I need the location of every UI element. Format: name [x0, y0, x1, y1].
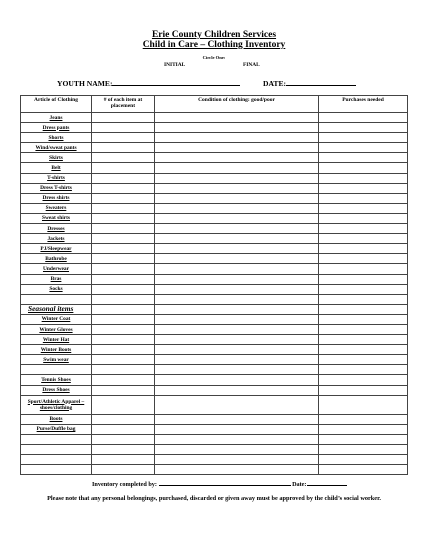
condition-cell[interactable]: [155, 244, 319, 254]
condition-cell[interactable]: [155, 444, 319, 454]
completion-date-input[interactable]: [307, 479, 347, 486]
purchases-cell[interactable]: [319, 183, 408, 193]
purchases-cell[interactable]: [319, 254, 408, 264]
article-cell: [21, 455, 92, 465]
condition-cell[interactable]: [155, 465, 319, 475]
count-cell[interactable]: [92, 284, 155, 294]
condition-cell[interactable]: [155, 304, 319, 314]
completed-by-label: Inventory completed by:: [92, 481, 157, 488]
purchases-cell[interactable]: [319, 294, 408, 304]
purchases-cell[interactable]: [319, 465, 408, 475]
condition-cell[interactable]: [155, 153, 319, 163]
table-row: [21, 143, 408, 153]
count-cell[interactable]: [92, 244, 155, 254]
purchases-cell[interactable]: [319, 395, 408, 414]
count-cell[interactable]: [92, 365, 155, 375]
purchases-cell[interactable]: [319, 365, 408, 375]
purchases-cell[interactable]: [319, 224, 408, 234]
condition-cell[interactable]: [155, 455, 319, 465]
article-cell: Purse/Duffle bag: [21, 424, 92, 434]
count-cell[interactable]: [92, 133, 155, 143]
table-row: [21, 284, 408, 294]
article-cell: [21, 444, 92, 454]
article-cell: Sweat shirts: [21, 213, 92, 223]
table-row: [21, 173, 408, 183]
condition-cell[interactable]: [155, 224, 319, 234]
condition-cell[interactable]: [155, 365, 319, 375]
table-row: [21, 193, 408, 203]
purchases-cell[interactable]: [319, 444, 408, 454]
purchases-cell[interactable]: [319, 213, 408, 223]
form-title: Child in Care – Clothing Inventory: [142, 40, 286, 50]
purchases-cell[interactable]: [319, 314, 408, 324]
purchases-cell[interactable]: [319, 355, 408, 365]
article-cell: Tennis Shoes: [21, 375, 92, 385]
article-cell: Bras: [21, 274, 92, 284]
condition-cell[interactable]: [155, 133, 319, 143]
condition-cell[interactable]: [155, 284, 319, 294]
condition-cell[interactable]: [155, 234, 319, 244]
article-cell: Jeans: [21, 113, 92, 123]
condition-cell[interactable]: [155, 355, 319, 365]
condition-cell[interactable]: [155, 143, 319, 153]
purchases-cell[interactable]: [319, 113, 408, 123]
condition-cell[interactable]: [155, 414, 319, 424]
condition-cell[interactable]: [155, 385, 319, 395]
condition-cell[interactable]: [155, 274, 319, 284]
table-row: [21, 244, 408, 254]
count-cell[interactable]: [92, 183, 155, 193]
purchases-cell[interactable]: [319, 133, 408, 143]
article-cell: Underwear: [21, 264, 92, 274]
completion-line: [92, 479, 347, 488]
purchases-cell[interactable]: [319, 123, 408, 133]
count-cell[interactable]: [92, 153, 155, 163]
table-row: [21, 113, 408, 123]
table-row: [21, 324, 408, 334]
article-cell: Swim wear: [21, 355, 92, 365]
article-cell: Sweaters: [21, 203, 92, 213]
table-row: [21, 314, 408, 324]
purchases-cell[interactable]: [319, 203, 408, 213]
date-field: [263, 78, 356, 88]
article-cell: Bathrobe: [21, 254, 92, 264]
purchases-cell[interactable]: [319, 143, 408, 153]
purchases-cell[interactable]: [319, 385, 408, 395]
condition-cell[interactable]: [155, 123, 319, 133]
organization-title: Erie County Children Services: [151, 30, 277, 40]
purchases-cell[interactable]: [319, 153, 408, 163]
article-cell: Dress T-shirts: [21, 183, 92, 193]
purchases-cell[interactable]: [319, 424, 408, 434]
count-cell[interactable]: [92, 444, 155, 454]
count-cell[interactable]: [92, 113, 155, 123]
table-row: [21, 224, 408, 234]
condition-cell[interactable]: [155, 264, 319, 274]
article-cell: T-shirts: [21, 173, 92, 183]
section-heading: Seasonal items: [21, 304, 92, 314]
condition-cell[interactable]: [155, 254, 319, 264]
completed-by-input[interactable]: [159, 479, 291, 486]
condition-cell[interactable]: [155, 375, 319, 385]
table-row: [21, 294, 408, 304]
article-cell: Dress Shoes: [21, 385, 92, 395]
completion-date-label: Date:: [292, 481, 307, 488]
table-row: [21, 355, 408, 365]
youth-name-input[interactable]: [112, 78, 240, 86]
table-row: [21, 365, 408, 375]
count-cell[interactable]: [92, 414, 155, 424]
table-row: [21, 213, 408, 223]
count-cell[interactable]: [92, 193, 155, 203]
option-initial[interactable]: INITIAL: [164, 62, 186, 68]
condition-cell[interactable]: [155, 314, 319, 324]
article-cell: Winter Boots: [21, 345, 92, 355]
condition-cell[interactable]: [155, 324, 319, 334]
article-cell: Dress shirts: [21, 193, 92, 203]
count-cell[interactable]: [92, 294, 155, 304]
count-cell[interactable]: [92, 375, 155, 385]
purchases-cell[interactable]: [319, 345, 408, 355]
table-row: [21, 385, 408, 395]
article-cell: Belt: [21, 163, 92, 173]
count-cell[interactable]: [92, 355, 155, 365]
purchases-cell[interactable]: [319, 163, 408, 173]
purchases-cell[interactable]: [319, 173, 408, 183]
count-cell[interactable]: [92, 395, 155, 414]
purchases-cell[interactable]: [319, 455, 408, 465]
condition-cell[interactable]: [155, 294, 319, 304]
table-row: [21, 234, 408, 244]
condition-cell[interactable]: [155, 113, 319, 123]
count-cell[interactable]: [92, 385, 155, 395]
article-cell: Winter Hat: [21, 335, 92, 345]
condition-cell[interactable]: [155, 395, 319, 414]
purchases-cell[interactable]: [319, 244, 408, 254]
table-row: [21, 274, 408, 284]
purchases-cell[interactable]: [319, 335, 408, 345]
count-cell[interactable]: [92, 465, 155, 475]
table-row: [21, 455, 408, 465]
article-cell: [21, 294, 92, 304]
purchases-cell[interactable]: [319, 284, 408, 294]
count-cell[interactable]: [92, 173, 155, 183]
count-cell[interactable]: [92, 264, 155, 274]
count-cell[interactable]: [92, 254, 155, 264]
article-cell: Jackets: [21, 234, 92, 244]
circle-one-label: Circle One:: [202, 55, 226, 60]
inventory-table: [20, 95, 408, 475]
table-row: [21, 345, 408, 355]
article-cell: Dress pants: [21, 123, 92, 133]
article-cell: Winter Gloves: [21, 324, 92, 334]
article-cell: [21, 365, 92, 375]
article-cell: Wind/sweat pants: [21, 143, 92, 153]
count-cell[interactable]: [92, 213, 155, 223]
article-cell: Shorts: [21, 133, 92, 143]
purchases-cell[interactable]: [319, 274, 408, 284]
table-row: [21, 264, 408, 274]
condition-cell[interactable]: [155, 163, 319, 173]
article-cell: [21, 465, 92, 475]
condition-cell[interactable]: [155, 335, 319, 345]
count-cell[interactable]: [92, 163, 155, 173]
header-count: # of each item at placement: [92, 96, 155, 113]
purchases-cell[interactable]: [319, 264, 408, 274]
table-row: [21, 375, 408, 385]
condition-cell[interactable]: [155, 213, 319, 223]
article-cell: Socks: [21, 284, 92, 294]
count-cell[interactable]: [92, 224, 155, 234]
count-cell[interactable]: [92, 314, 155, 324]
condition-cell[interactable]: [155, 424, 319, 434]
condition-cell[interactable]: [155, 434, 319, 444]
header-purchases: Purchases needed: [319, 96, 408, 113]
date-input[interactable]: [286, 78, 356, 86]
purchases-cell[interactable]: [319, 234, 408, 244]
count-cell[interactable]: [92, 434, 155, 444]
count-cell[interactable]: [92, 123, 155, 133]
table-row: [21, 304, 408, 314]
condition-cell[interactable]: [155, 345, 319, 355]
table-row: [21, 434, 408, 444]
count-cell[interactable]: [92, 455, 155, 465]
purchases-cell[interactable]: [319, 434, 408, 444]
count-cell[interactable]: [92, 234, 155, 244]
condition-cell[interactable]: [155, 203, 319, 213]
article-cell: Winter Coat: [21, 314, 92, 324]
table-row: [21, 123, 408, 133]
count-cell[interactable]: [92, 335, 155, 345]
table-row: [21, 153, 408, 163]
youth-name-field: [57, 78, 240, 88]
youth-name-label: YOUTH NAME:: [57, 79, 113, 88]
article-cell: Dresses: [21, 224, 92, 234]
date-label: DATE:: [263, 79, 287, 88]
table-row: [21, 395, 408, 414]
purchases-cell[interactable]: [319, 324, 408, 334]
article-cell: PJ/Sleepwear: [21, 244, 92, 254]
table-row: [21, 183, 408, 193]
approval-note: Please note that any personal belongings, purchased, discarded or given away must be approved by the child’s social worker.: [47, 495, 381, 502]
count-cell[interactable]: [92, 345, 155, 355]
count-cell[interactable]: [92, 324, 155, 334]
count-cell[interactable]: [92, 304, 155, 314]
article-cell: Boots: [21, 414, 92, 424]
table-row: [21, 414, 408, 424]
header-article: Article of Clothing: [21, 96, 92, 113]
article-cell: Skirts: [21, 153, 92, 163]
count-cell[interactable]: [92, 424, 155, 434]
table-row: [21, 424, 408, 434]
purchases-cell[interactable]: [319, 414, 408, 424]
condition-cell[interactable]: [155, 183, 319, 193]
article-cell: [21, 434, 92, 444]
count-cell[interactable]: [92, 143, 155, 153]
header-condition: Condition of clothing: good/poor: [155, 96, 319, 113]
count-cell[interactable]: [92, 203, 155, 213]
count-cell[interactable]: [92, 274, 155, 284]
table-row: [21, 133, 408, 143]
condition-cell[interactable]: [155, 193, 319, 203]
table-row: [21, 444, 408, 454]
table-row: [21, 254, 408, 264]
table-row: [21, 203, 408, 213]
option-final[interactable]: FINAL: [243, 62, 260, 68]
purchases-cell[interactable]: [319, 193, 408, 203]
purchases-cell[interactable]: [319, 375, 408, 385]
table-row: [21, 163, 408, 173]
article-cell: Sport/Athletic Apparel – shoes/clothing: [21, 395, 92, 414]
purchases-cell[interactable]: [319, 304, 408, 314]
table-row: [21, 335, 408, 345]
table-header-row: [21, 96, 408, 113]
table-row: [21, 465, 408, 475]
condition-cell[interactable]: [155, 173, 319, 183]
